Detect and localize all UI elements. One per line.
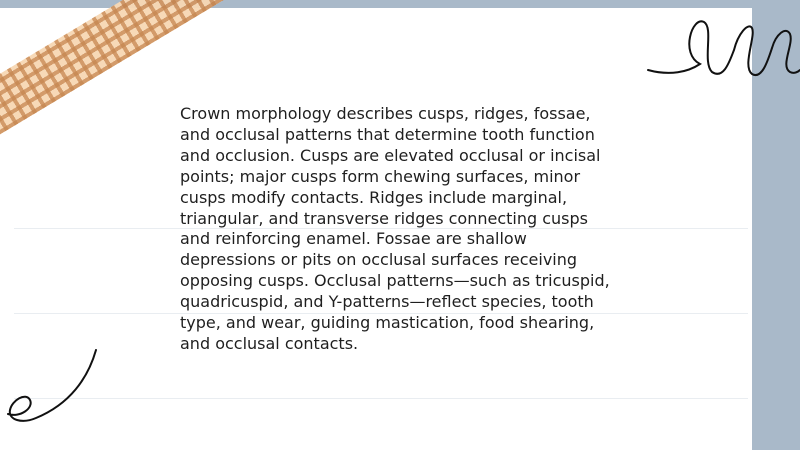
ruled-line <box>14 398 748 399</box>
loop-doodle-icon <box>640 14 800 84</box>
curl-doodle-icon <box>0 348 100 428</box>
body-paragraph: Crown morphology describes cusps, ridges, fossae, and occlusal patterns that determine tooth function and occlusion. Cusps are elevated occlusal or incisal points; major cusps form chewing surfaces, minor cusps modify contacts. Ridges include marginal, triangular, and transverse ridges connecting cusps and reinforcing enamel. Fossae are shallow depressions or pits on occlusal surfaces receiving opposing cusps. Occlusal patterns—such as tricuspid, quadricuspid, and Y-patterns—reflect species, tooth type, and wear, guiding mastication, food shearing, and occlusal contacts. <box>180 104 610 353</box>
